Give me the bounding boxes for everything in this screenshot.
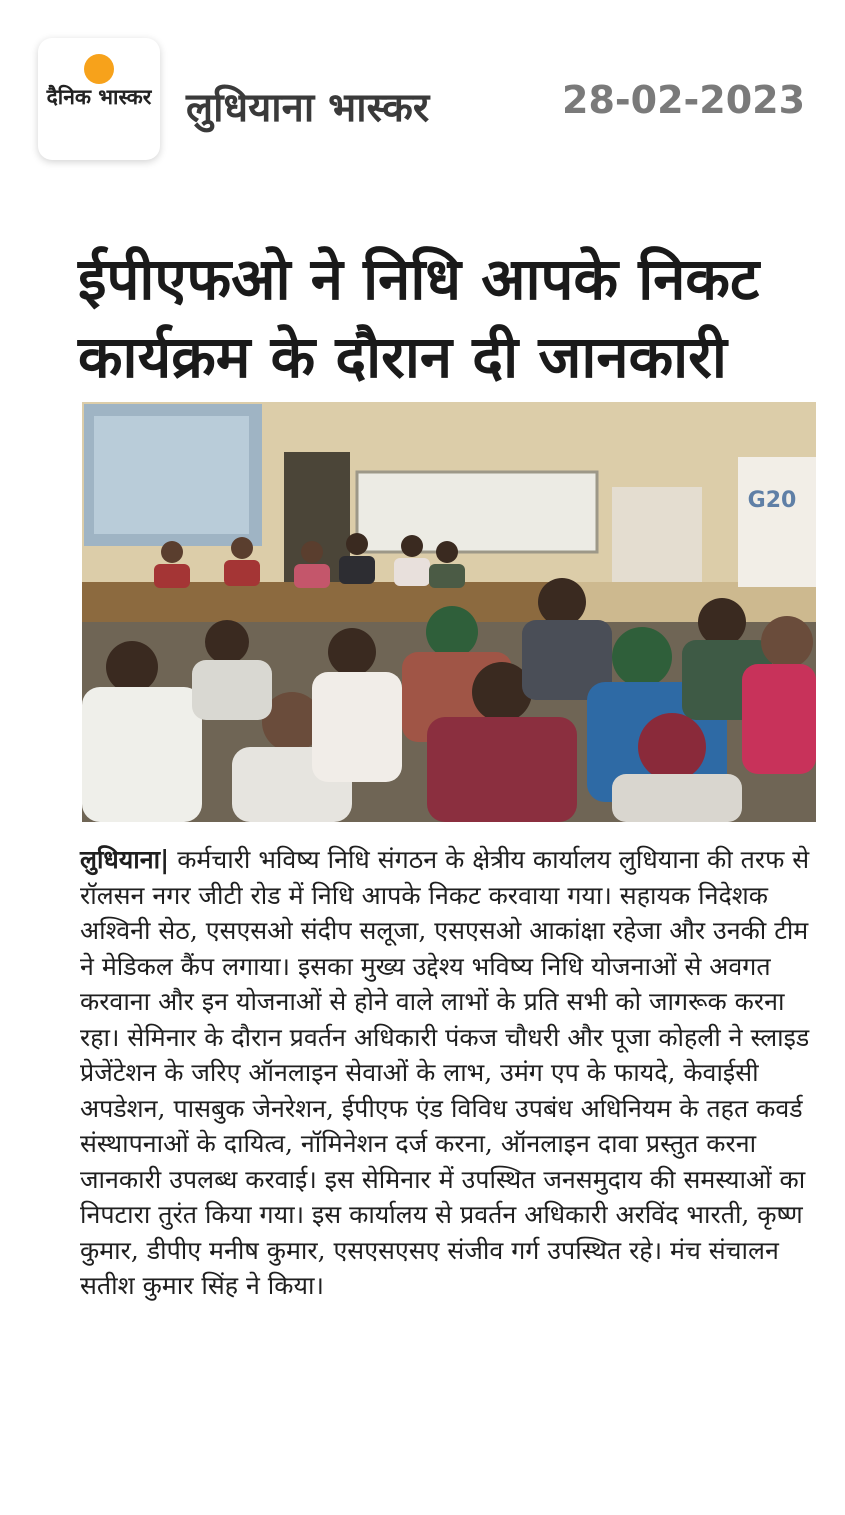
g20-banner	[738, 457, 816, 587]
dainik-bhaskar-logo[interactable]	[38, 38, 160, 160]
article-headline: ईपीएफओ ने निधि आपके निकट कार्यक्रम के दौरान दी जानकारी	[78, 245, 760, 391]
article-body	[80, 842, 820, 1304]
article-photo	[82, 402, 816, 822]
page-header	[0, 0, 845, 200]
sun-logo-icon	[84, 54, 114, 84]
publication-date: 28-02-2023	[562, 78, 806, 122]
banner-text: G20	[747, 488, 797, 513]
article-text: कर्मचारी भविष्य निधि संगठन के क्षेत्रीय कार्यालय लुधियाना की तरफ से रॉलसन नगर जीटी रोड में निधि आपके निकट करवाया गया। सहायक निदेशक अश्विनी सेठ, एसएसओ संदीप सलूजा, एसएसओ आकांक्षा रहेजा और उनकी टीम ने मेडिकल कैंप लगाया। इसका मुख्य उद्देश्य भविष्य निधि योजनाओं से अवगत करवाना और इन योजनाओं से होने वाले लाभों के प्रति सभी को जागरूक करना रहा। सेमिनार के दौरान प्रवर्तन अधिकारी पंकज चौधरी और पूजा कोहली ने स्लाइड प्रेजेंटेशन के जरिए ऑनलाइन सेवाओं के लाभ, उमंग एप के फायदे, केवाईसी अपडेशन, पासबुक जेनरेशन, ईपीएफ एंड विविध उपबंध अधिनियम के तहत कवर्ड संस्थापनाओं के दायित्व, नॉमिनेशन दर्ज करना, ऑनलाइन दावा प्रस्तुत करना जानकारी उपलब्ध करवाई। इस सेमिनार में उपस्थित जनसमुदाय की समस्याओं का निपटारा तुरंत किया गया। इस कार्यालय से प्रवर्तन अधिकारी अरविंद भारती, कृष्ण कुमार, डीपीए मनीष कुमार, एसएसएसए संजीव गर्ग उपस्थित रहे। मंच संचालन सतीश कुमार सिंह ने किया।	[80, 845, 810, 1300]
article-dateline: लुधियाना|	[80, 845, 170, 874]
edition-title: लुधियाना भास्कर	[186, 85, 430, 131]
logo-text: दैनिक भास्कर	[46, 85, 152, 109]
